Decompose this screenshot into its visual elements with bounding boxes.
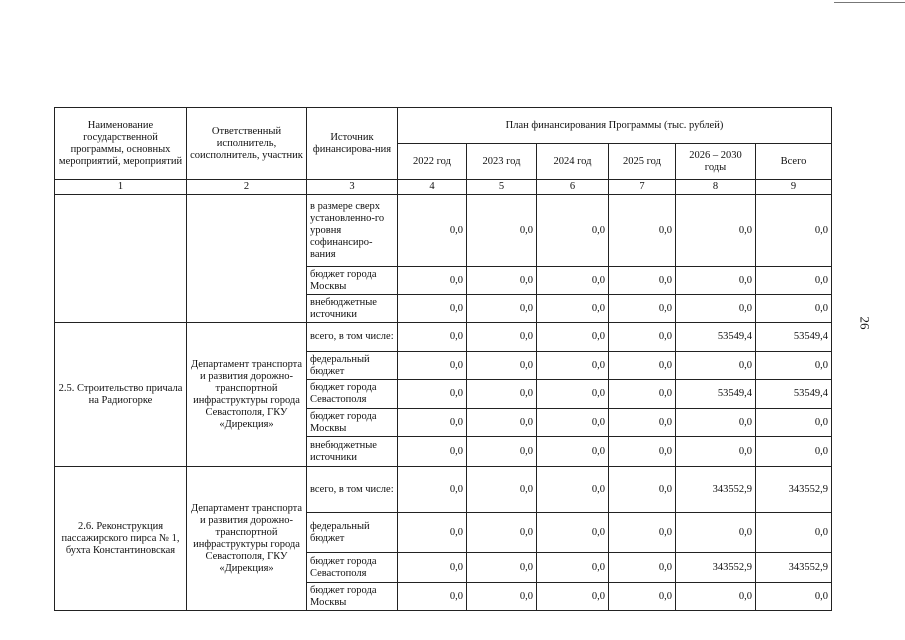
header-year-2025: 2025 год — [609, 144, 676, 180]
header-year-2022: 2022 год — [398, 144, 467, 180]
source-cell: бюджет города Москвы — [307, 409, 398, 437]
value-cell: 0,0 — [467, 267, 537, 295]
col-number: 4 — [398, 180, 467, 195]
value-cell: 0,0 — [537, 409, 609, 437]
value-cell: 0,0 — [537, 467, 609, 513]
value-cell: 0,0 — [467, 352, 537, 380]
value-cell: 0,0 — [537, 513, 609, 553]
item-2-6-name: 2.6. Реконструкция пассажирского пирса № 1, бухта Константиновская — [55, 467, 187, 611]
value-cell: 343552,9 — [676, 467, 756, 513]
table-row — [55, 323, 832, 352]
header-executor: Ответственный исполнитель, соисполнитель, участник — [187, 108, 307, 180]
value-cell: 53549,4 — [676, 380, 756, 409]
source-cell: бюджет города Москвы — [307, 267, 398, 295]
value-cell: 0,0 — [609, 437, 676, 467]
value-cell: 0,0 — [537, 295, 609, 323]
header-source: Источник финансирова-ния — [307, 108, 398, 180]
source-cell: всего, в том числе: — [307, 467, 398, 513]
col-number: 7 — [609, 180, 676, 195]
item-2-6-executor: Департамент транспорта и развития дорожно-транспортной инфраструктуры города Севастополя, ГКУ «Дирекция» — [187, 467, 307, 611]
source-cell: федеральный бюджет — [307, 352, 398, 380]
value-cell: 0,0 — [756, 195, 832, 267]
value-cell: 0,0 — [467, 195, 537, 267]
value-cell: 0,0 — [609, 323, 676, 352]
financing-table — [54, 107, 832, 611]
value-cell: 0,0 — [756, 352, 832, 380]
value-cell: 0,0 — [756, 437, 832, 467]
value-cell: 0,0 — [756, 295, 832, 323]
value-cell: 0,0 — [756, 409, 832, 437]
value-cell: 343552,9 — [756, 467, 832, 513]
col-number: 8 — [676, 180, 756, 195]
value-cell: 0,0 — [398, 323, 467, 352]
header-plan: План финансирования Программы (тыс. рублей) — [398, 108, 832, 144]
top-rule — [834, 2, 905, 3]
value-cell: 53549,4 — [676, 323, 756, 352]
value-cell: 0,0 — [609, 467, 676, 513]
col-number: 9 — [756, 180, 832, 195]
value-cell: 0,0 — [756, 513, 832, 553]
header-year-2026-2030: 2026 – 2030 годы — [676, 144, 756, 180]
value-cell: 0,0 — [609, 195, 676, 267]
value-cell: 0,0 — [398, 295, 467, 323]
item-2-5-name: 2.5. Строительство причала на Радиогорке — [55, 323, 187, 467]
source-cell: в размере сверх установленно-го уровня софинансиро-вания — [307, 195, 398, 267]
value-cell: 0,0 — [609, 553, 676, 583]
value-cell: 0,0 — [609, 352, 676, 380]
value-cell: 343552,9 — [756, 553, 832, 583]
value-cell: 0,0 — [467, 467, 537, 513]
col-number: 6 — [537, 180, 609, 195]
value-cell: 343552,9 — [676, 553, 756, 583]
value-cell: 0,0 — [756, 267, 832, 295]
value-cell: 0,0 — [676, 409, 756, 437]
header-total: Всего — [756, 144, 832, 180]
value-cell: 0,0 — [467, 437, 537, 467]
value-cell: 0,0 — [537, 195, 609, 267]
name-cell-empty — [55, 195, 187, 323]
value-cell: 0,0 — [537, 323, 609, 352]
value-cell: 0,0 — [398, 467, 467, 513]
value-cell: 0,0 — [676, 352, 756, 380]
value-cell: 0,0 — [756, 583, 832, 611]
value-cell: 0,0 — [467, 409, 537, 437]
header-year-2023: 2023 год — [467, 144, 537, 180]
value-cell: 0,0 — [467, 295, 537, 323]
value-cell: 0,0 — [609, 583, 676, 611]
value-cell: 53549,4 — [756, 323, 832, 352]
value-cell: 0,0 — [537, 553, 609, 583]
value-cell: 0,0 — [537, 352, 609, 380]
col-number: 2 — [187, 180, 307, 195]
value-cell: 0,0 — [537, 380, 609, 409]
source-cell: внебюджетные источники — [307, 437, 398, 467]
value-cell: 0,0 — [537, 267, 609, 295]
source-cell: бюджет города Севастополя — [307, 380, 398, 409]
source-cell: бюджет города Москвы — [307, 583, 398, 611]
executor-cell-empty — [187, 195, 307, 323]
value-cell: 0,0 — [467, 380, 537, 409]
source-cell: бюджет города Севастополя — [307, 553, 398, 583]
value-cell: 0,0 — [609, 380, 676, 409]
value-cell: 0,0 — [398, 583, 467, 611]
value-cell: 0,0 — [676, 295, 756, 323]
value-cell: 0,0 — [609, 513, 676, 553]
value-cell: 0,0 — [609, 295, 676, 323]
value-cell: 0,0 — [537, 437, 609, 467]
value-cell: 0,0 — [609, 409, 676, 437]
value-cell: 0,0 — [676, 583, 756, 611]
value-cell: 0,0 — [467, 323, 537, 352]
value-cell: 0,0 — [398, 513, 467, 553]
col-number: 1 — [55, 180, 187, 195]
value-cell: 0,0 — [676, 195, 756, 267]
header-year-2024: 2024 год — [537, 144, 609, 180]
value-cell: 0,0 — [609, 267, 676, 295]
value-cell: 0,0 — [398, 380, 467, 409]
value-cell: 0,0 — [398, 409, 467, 437]
value-cell: 0,0 — [676, 267, 756, 295]
source-cell: всего, в том числе: — [307, 323, 398, 352]
table-row — [55, 467, 832, 513]
value-cell: 0,0 — [537, 583, 609, 611]
value-cell: 0,0 — [467, 553, 537, 583]
value-cell: 53549,4 — [756, 380, 832, 409]
value-cell: 0,0 — [398, 195, 467, 267]
col-number: 3 — [307, 180, 398, 195]
value-cell: 0,0 — [676, 437, 756, 467]
value-cell: 0,0 — [676, 513, 756, 553]
source-cell: внебюджетные источники — [307, 295, 398, 323]
value-cell: 0,0 — [467, 513, 537, 553]
header-program-name: Наименование государственной программы, основных мероприятий, мероприятий — [55, 108, 187, 180]
value-cell: 0,0 — [398, 437, 467, 467]
table-row — [55, 195, 832, 267]
page-number: 26 — [857, 316, 873, 330]
col-number: 5 — [467, 180, 537, 195]
value-cell: 0,0 — [398, 352, 467, 380]
value-cell: 0,0 — [398, 267, 467, 295]
value-cell: 0,0 — [467, 583, 537, 611]
value-cell: 0,0 — [398, 553, 467, 583]
item-2-5-executor: Департамент транспорта и развития дорожно-транспортной инфраструктуры города Севастополя, ГКУ «Дирекция» — [187, 323, 307, 467]
source-cell: федеральный бюджет — [307, 513, 398, 553]
